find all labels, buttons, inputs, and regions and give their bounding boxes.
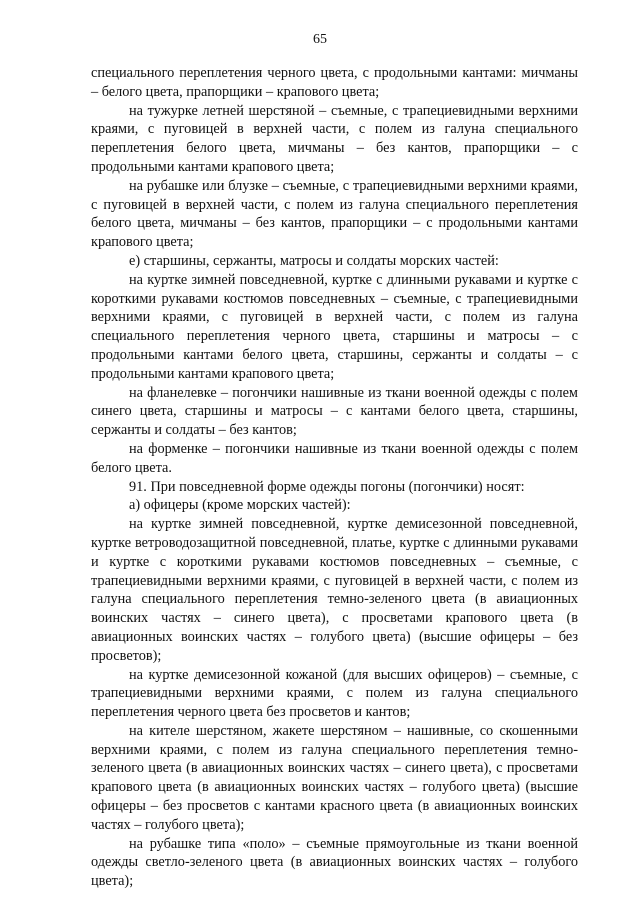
paragraph: 91. При повседневной форме одежды погоны (погончики) носят: [129, 478, 525, 495]
paragraph: специального переплетения черного цвета, с продольными кантами: мичманы – белого цвета, прапорщики – крапового цвета; [91, 65, 578, 100]
body-text [91, 64, 578, 891]
paragraph: на рубашке типа «поло» – съемные прямоугольные из ткани военной одежды светло-зеленого цвета (в авиационных воинских частях – голубого цвета); [91, 835, 578, 890]
paragraph: на тужурке летней шерстяной – съемные, с трапециевидными верхними краями, с пуговицей в верхней части, с полем из галуна специального переплетения белого цвета, мичманы – без кантов, прапорщики – с продольными кантами крапового цвета; [91, 102, 578, 175]
paragraph: на форменке – погончики нашивные из ткани военной одежды с полем белого цвета. [91, 440, 578, 476]
paragraph: е) старшины, сержанты, матросы и солдаты морских частей: [129, 252, 499, 269]
paragraph: на куртке зимней повседневной, куртке с длинными рукавами и куртке с короткими рукавами костюмов повседневных – съемные, с трапециевидными верхними краями, с пуговицей в верхней части, с полем из галуна специального переплетения черного цвета, старшины и матросы – с продольными кантами белого цвета, старшины, сержанты и солдаты – с продольными кантами крапового цвета; [91, 271, 578, 382]
page-number: 65 [313, 32, 327, 47]
paragraph: на кителе шерстяном, жакете шерстяном – нашивные, со скошенными верхними краями, с полем из галуна специального переплетения темно-зеленого цвета (в авиационных воинских частях – синего цвета), с просветами крапового цвета (в авиационных воинских частях – голубого цвета) (высшие офицеры – без просветов с кантами красного цвета (в авиационных воинских частях – голубого цвета); [91, 722, 578, 833]
paragraph: на куртке демисезонной кожаной (для высших офицеров) – съемные, с трапециевидными верхними краями, с полем из галуна специального переплетения черного цвета без просветов и кантов; [91, 666, 578, 721]
paragraph: а) офицеры (кроме морских частей): [129, 497, 351, 514]
paragraph: на рубашке или блузке – съемные, с трапециевидными верхними краями, с пуговицей в верхней части, с полем из галуна специального переплетения белого цвета, мичманы – без кантов, прапорщики – с продольными кантами крапового цвета; [91, 177, 578, 251]
paragraph: на куртке зимней повседневной, куртке демисезонной повседневной, куртке ветроводозащитной повседневной, платье, куртке с длинными рукавами и куртке с короткими рукавами костюмов повседневных – съемные, с трапециевидными верхними краями, с пуговицей в верхней части, с полем из галуна специального переплетения темно-зеленого цвета (в авиационных воинских частях – синего цвета), с просветами крапового цвета (в авиационных воинских частях – голубого цвета) (высшие офицеры – без просветов); [91, 516, 578, 664]
paragraph: на фланелевке – погончики нашивные из ткани военной одежды с полем синего цвета, старшины и матросы – с кантами белого цвета, старшины, сержанты и солдаты – без кантов; [91, 384, 578, 439]
